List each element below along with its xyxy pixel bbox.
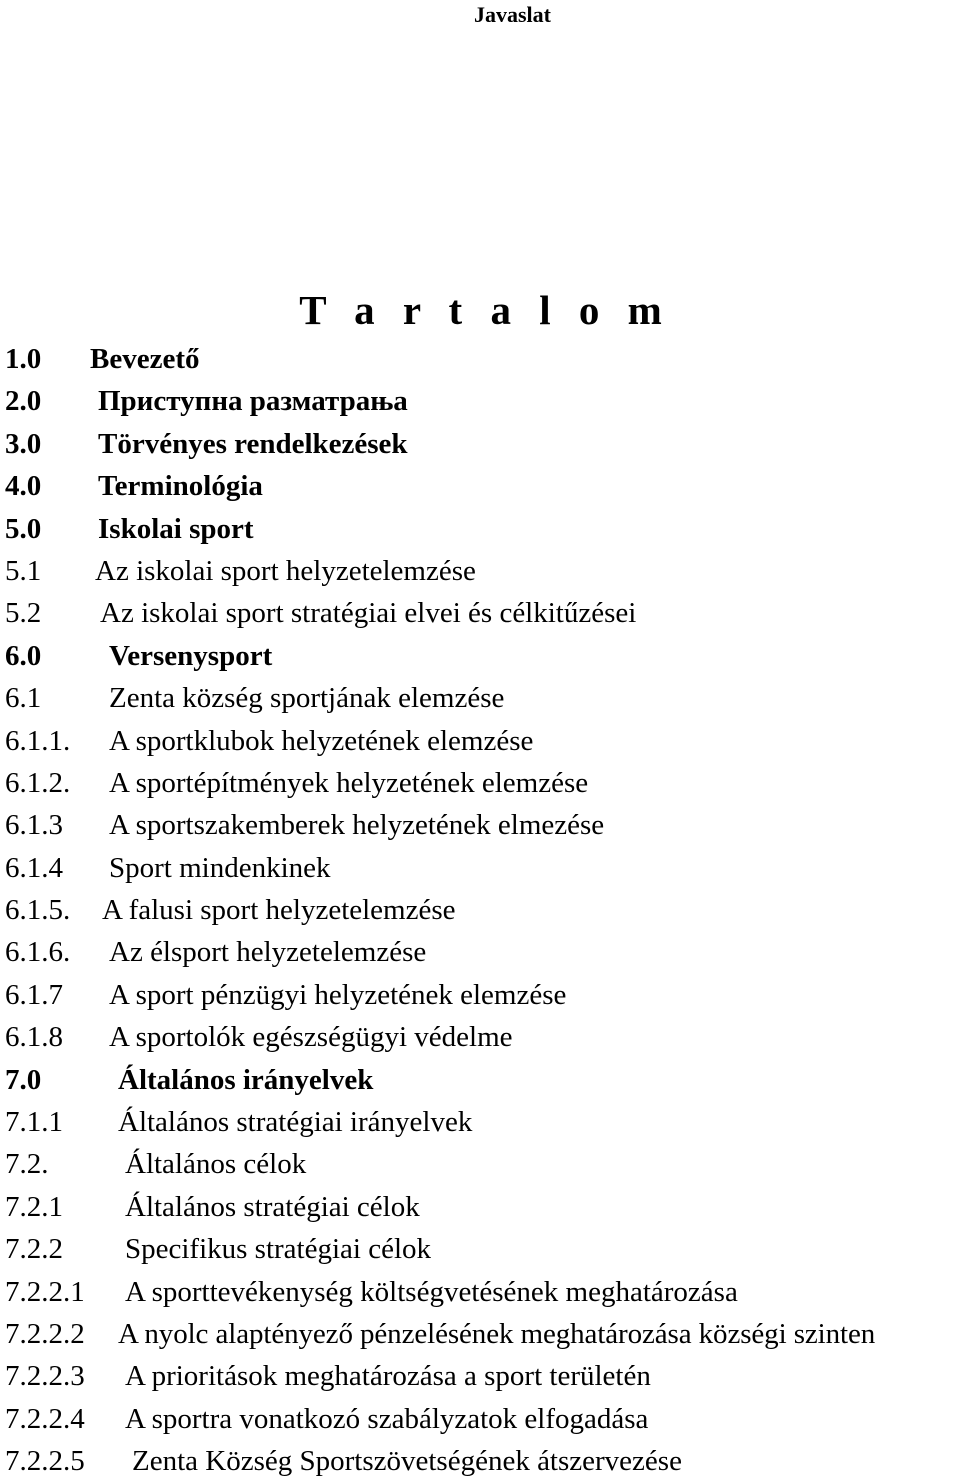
toc-entry — [0, 1398, 960, 1440]
toc-entry-number: 7.2.2 — [5, 1233, 63, 1266]
toc-entry-number: 2.0 — [5, 385, 42, 418]
toc-entry-title: Zenta Község Sportszövetségének átszervezése — [132, 1445, 682, 1478]
toc-entry — [0, 1016, 960, 1058]
toc-entry-title: A nyolc alaptényező pénzelésének meghatározása községi szinten — [118, 1317, 876, 1350]
toc-entry — [0, 635, 960, 677]
toc-entry — [0, 1101, 960, 1143]
toc-entry-title: A sportolók egészségügyi védelme — [109, 1021, 513, 1054]
toc-entry-title: A sporttevékenység költségvetésének meghatározása — [125, 1275, 738, 1308]
toc-entry — [0, 1440, 960, 1482]
toc-entry — [0, 762, 960, 804]
toc-list — [0, 338, 960, 1483]
toc-entry — [0, 804, 960, 846]
document-header-label: Javaslat — [474, 2, 551, 27]
toc-entry — [0, 677, 960, 719]
toc-entry — [0, 508, 960, 550]
toc-entry-title: A sportépítmények helyzetének elemzése — [109, 766, 589, 799]
toc-entry-number: 6.1 — [5, 682, 42, 715]
toc-entry — [0, 1228, 960, 1270]
toc-entry-number: 5.1 — [5, 554, 42, 587]
toc-entry — [0, 847, 960, 889]
toc-entry — [0, 889, 960, 931]
toc-entry-title: A sportszakemberek helyzetének elmezése — [109, 809, 605, 842]
toc-entry-number: 7.2.2.5 — [5, 1445, 85, 1478]
toc-entry-title: Az iskolai sport stratégiai elvei és célkitűzései — [100, 597, 637, 630]
toc-entry — [0, 1355, 960, 1397]
toc-entry-title: Általános irányelvek — [118, 1063, 374, 1096]
toc-entry-title: Приступна разматрања — [98, 385, 408, 418]
toc-entry-number: 6.1.6. — [5, 936, 71, 969]
toc-entry-number: 6.1.1. — [5, 724, 71, 757]
toc-title: T a r t a l o m — [299, 287, 671, 333]
toc-entry-number: 7.2.2.4 — [5, 1402, 85, 1435]
toc-entry — [0, 1186, 960, 1228]
toc-entry — [0, 423, 960, 465]
toc-entry-number: 4.0 — [5, 470, 42, 503]
toc-entry-title: Általános célok — [125, 1148, 307, 1181]
toc-entry-number: 5.0 — [5, 512, 42, 545]
toc-entry — [0, 1143, 960, 1185]
toc-entry-number: 7.0 — [5, 1063, 42, 1096]
toc-entry-title: Specifikus stratégiai célok — [125, 1233, 432, 1266]
toc-entry-number: 7.2.1 — [5, 1190, 63, 1223]
toc-entry-number: 5.2 — [5, 597, 42, 630]
toc-entry-title: Terminológia — [98, 470, 263, 503]
toc-entry — [0, 1271, 960, 1313]
toc-entry — [0, 465, 960, 507]
toc-entry-title: Sport mindenkinek — [109, 851, 331, 884]
toc-entry-number: 7.2.2.2 — [5, 1317, 85, 1350]
toc-entry-number: 7.2.2.1 — [5, 1275, 85, 1308]
toc-entry — [0, 550, 960, 592]
toc-entry-number: 6.1.2. — [5, 766, 71, 799]
toc-entry-title: Az élsport helyzetelemzése — [109, 936, 427, 969]
toc-entry-title: A sportklubok helyzetének elemzése — [109, 724, 534, 757]
toc-entry-title: Törvényes rendelkezések — [98, 427, 408, 460]
toc-entry-title: Versenysport — [109, 639, 273, 672]
toc-entry-title: A prioritások meghatározása a sport területén — [125, 1360, 651, 1393]
toc-entry-number: 6.1.4 — [5, 851, 63, 884]
toc-entry — [0, 1059, 960, 1101]
toc-entry — [0, 380, 960, 422]
toc-entry-title: Általános stratégiai irányelvek — [118, 1106, 473, 1139]
toc-entry — [0, 720, 960, 762]
toc-entry-number: 6.0 — [5, 639, 42, 672]
toc-entry-title: Iskolai sport — [98, 512, 254, 545]
toc-entry-title: Zenta község sportjának elemzése — [109, 682, 505, 715]
toc-entry-number: 6.1.3 — [5, 809, 63, 842]
toc-entry-title: A sportra vonatkozó szabályzatok elfogadása — [125, 1402, 649, 1435]
toc-entry-title: Általános stratégiai célok — [125, 1190, 420, 1223]
toc-entry-number: 7.2.2.3 — [5, 1360, 85, 1393]
toc-entry-title: A falusi sport helyzetelemzése — [102, 894, 456, 927]
toc-entry-number: 1.0 — [5, 343, 42, 375]
toc-entry — [0, 592, 960, 634]
toc-entry-number: 7.2. — [5, 1148, 49, 1181]
toc-entry-title: A sport pénzügyi helyzetének elemzése — [109, 978, 567, 1011]
toc-entry-number: 6.1.8 — [5, 1021, 63, 1054]
toc-entry-number: 7.1.1 — [5, 1106, 63, 1139]
toc-entry — [0, 1313, 960, 1355]
toc-entry — [0, 338, 960, 380]
toc-entry-number: 6.1.7 — [5, 978, 63, 1011]
toc-entry-title: Bevezető — [90, 343, 200, 375]
toc-entry-number: 3.0 — [5, 427, 42, 460]
toc-entry-title: Az iskolai sport helyzetelemzése — [95, 554, 476, 587]
toc-entry — [0, 931, 960, 973]
toc-entry-number: 6.1.5. — [5, 894, 71, 927]
toc-entry — [0, 974, 960, 1016]
